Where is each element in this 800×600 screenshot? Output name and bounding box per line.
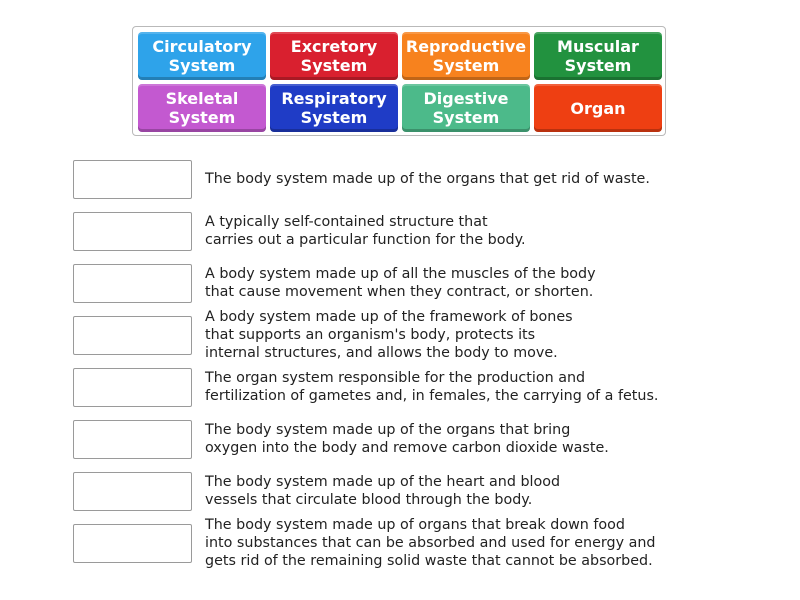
drop-box-8[interactable]	[73, 524, 192, 563]
definition-1: The body system made up of the organs that get rid of waste.	[205, 171, 650, 187]
drop-box-5[interactable]	[73, 368, 192, 407]
tile-organ[interactable]	[534, 84, 662, 132]
tile-digestive-system[interactable]	[402, 84, 530, 132]
tile-label: Organ	[570, 98, 626, 118]
tile-label: Excretory System	[290, 37, 378, 75]
drop-box-2[interactable]	[73, 212, 192, 251]
tile-label: Digestive System	[423, 89, 509, 127]
tile-reproductive-system[interactable]	[402, 32, 530, 80]
drop-box-7[interactable]	[73, 472, 192, 511]
definition-6: The body system made up of the organs that bring oxygen into the body and remove carbon dioxide waste.	[205, 422, 609, 456]
definition-7: The body system made up of the heart and blood vessels that circulate blood through the body.	[205, 474, 561, 508]
tile-circulatory-system[interactable]	[138, 32, 266, 80]
tile-label: Circulatory System	[152, 37, 252, 75]
tile-label: Muscular System	[557, 37, 639, 75]
definition-8: The body system made up of organs that break down food into substances that can be absorbed and used for energy and gets rid of the remaining solid waste that cannot be absorbed.	[205, 517, 656, 569]
definition-3: A body system made up of all the muscles of the body that cause movement when they contract, or shorten.	[205, 266, 596, 300]
drop-box-1[interactable]	[73, 160, 192, 199]
definition-4: A body system made up of the framework of bones that supports an organism's body, protects its internal structures, and allows the body to move.	[205, 309, 573, 361]
tile-bank	[132, 26, 666, 136]
tile-label: Reproductive System	[405, 37, 527, 75]
drop-box-6[interactable]	[73, 420, 192, 459]
drop-box-4[interactable]	[73, 316, 192, 355]
tile-muscular-system[interactable]	[534, 32, 662, 80]
definition-2: A typically self-contained structure that carries out a particular function for the body.	[205, 214, 526, 248]
tile-respiratory-system[interactable]	[270, 84, 398, 132]
tile-label: Respiratory System	[281, 89, 387, 127]
tile-skeletal-system[interactable]	[138, 84, 266, 132]
tile-label: Skeletal System	[165, 89, 239, 127]
drop-box-3[interactable]	[73, 264, 192, 303]
tile-excretory-system[interactable]	[270, 32, 398, 80]
definition-5: The organ system responsible for the production and fertilization of gametes and, in females, the carrying of a fetus.	[205, 370, 659, 404]
